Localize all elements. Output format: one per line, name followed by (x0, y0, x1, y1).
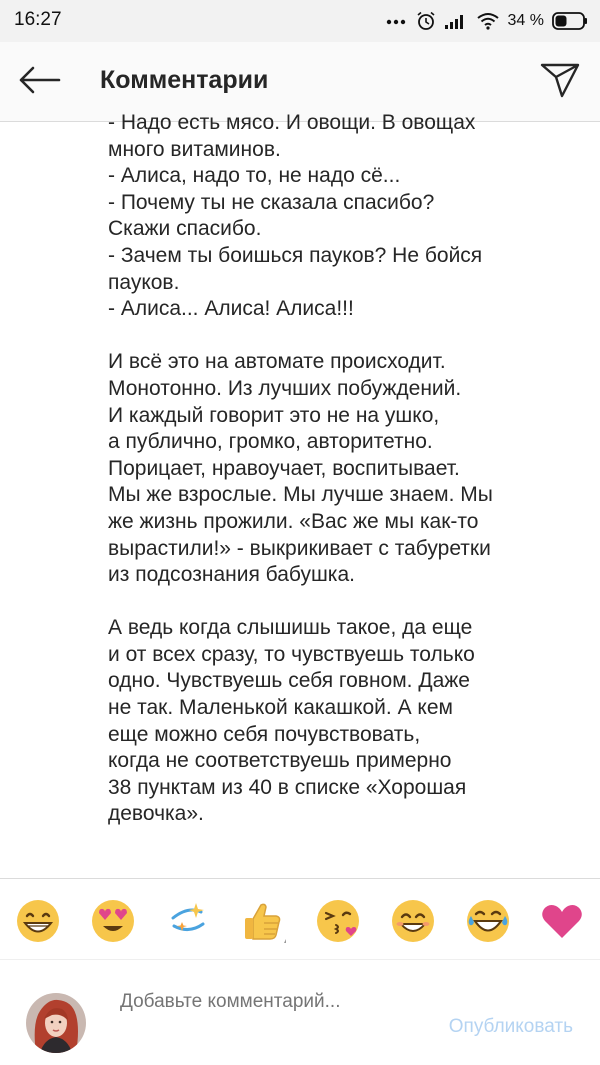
thumbs-up-icon[interactable] (239, 897, 287, 945)
comment-line: - Алиса... Алиса! Алиса!!! (108, 297, 354, 321)
comment-line: девочка». (108, 802, 204, 826)
comment-line: а публично, громко, авторитетно. (108, 430, 433, 454)
wifi-icon (476, 12, 500, 30)
battery-percent: 34 % (507, 12, 544, 29)
comment-line (108, 589, 578, 616)
comment-line: когда не соответствуешь примерно (108, 749, 452, 773)
arrow-left-icon (17, 64, 61, 101)
comment-line: А ведь когда слышишь такое, да еще (108, 616, 473, 640)
comment-input[interactable] (120, 989, 360, 1045)
page-title: Комментарии (100, 66, 269, 94)
comment-line: И всё это на автомате происходит. (108, 350, 446, 374)
comment-text (108, 110, 578, 875)
comment-line: Мы же взрослые. Мы лучше знаем. Мы (108, 483, 493, 507)
heart-icon[interactable] (538, 897, 586, 945)
status-bar (0, 0, 600, 42)
dots-icon (386, 17, 408, 25)
smiling-face-icon[interactable] (389, 897, 437, 945)
paper-plane-icon (540, 62, 580, 103)
comment-line: - Почему ты не сказала спасибо? (108, 190, 435, 214)
comment-line: не так. Маленькой какашкой. А кем (108, 696, 453, 720)
comment-line: одно. Чувствуешь себя говном. Даже (108, 669, 470, 693)
comment-line: - Надо есть мясо. И овощи. В овощах (108, 111, 476, 134)
signal-icon (444, 12, 468, 30)
user-avatar-photo (26, 993, 86, 1053)
comment-line: Порицает, нравоучает, воспитывает. (108, 456, 460, 480)
comment-line: - Зачем ты боишься пауков? Не бойся (108, 243, 483, 267)
back-button[interactable] (14, 58, 64, 106)
battery-icon (552, 12, 588, 30)
comment-line: много витаминов. (108, 137, 281, 161)
status-time: 16:27 (14, 9, 62, 30)
comment-line: еще можно себя почувствовать, (108, 722, 421, 746)
tears-of-joy-face-icon[interactable] (464, 897, 512, 945)
comment-line: пауков. (108, 270, 180, 294)
comment-line: и от всех сразу, то чувствуешь только (108, 642, 475, 666)
comment-line: Скажи спасибо. (108, 217, 262, 241)
grinning-face-icon[interactable] (14, 897, 62, 945)
publish-button[interactable]: Опубликовать (448, 1016, 573, 1037)
emoji-quick-bar (0, 878, 600, 960)
comment-line: - Алиса, надо то, не надо сё... (108, 164, 401, 188)
comment-line: И каждый говорит это не на ушко, (108, 403, 440, 427)
comment-line: Монотонно. Из лучших побуждений. (108, 376, 462, 400)
alarm-icon (416, 11, 436, 31)
comment-line: из подсознания бабушка. (108, 563, 355, 587)
face-blowing-kiss-icon[interactable] (314, 897, 362, 945)
heart-eyes-face-icon[interactable] (89, 897, 137, 945)
status-icons (386, 8, 588, 34)
comment-line: 38 пунктам из 40 в списке «Хорошая (108, 775, 467, 799)
comment-line: вырастили!» - выкрикивает с табуретки (108, 536, 491, 560)
comment-line (108, 323, 578, 350)
sparkles-icon[interactable] (164, 897, 212, 945)
comment-composer (0, 960, 600, 1065)
comment-line: же жизнь прожили. «Вас же мы как-то (108, 509, 479, 533)
share-button[interactable] (536, 58, 584, 106)
